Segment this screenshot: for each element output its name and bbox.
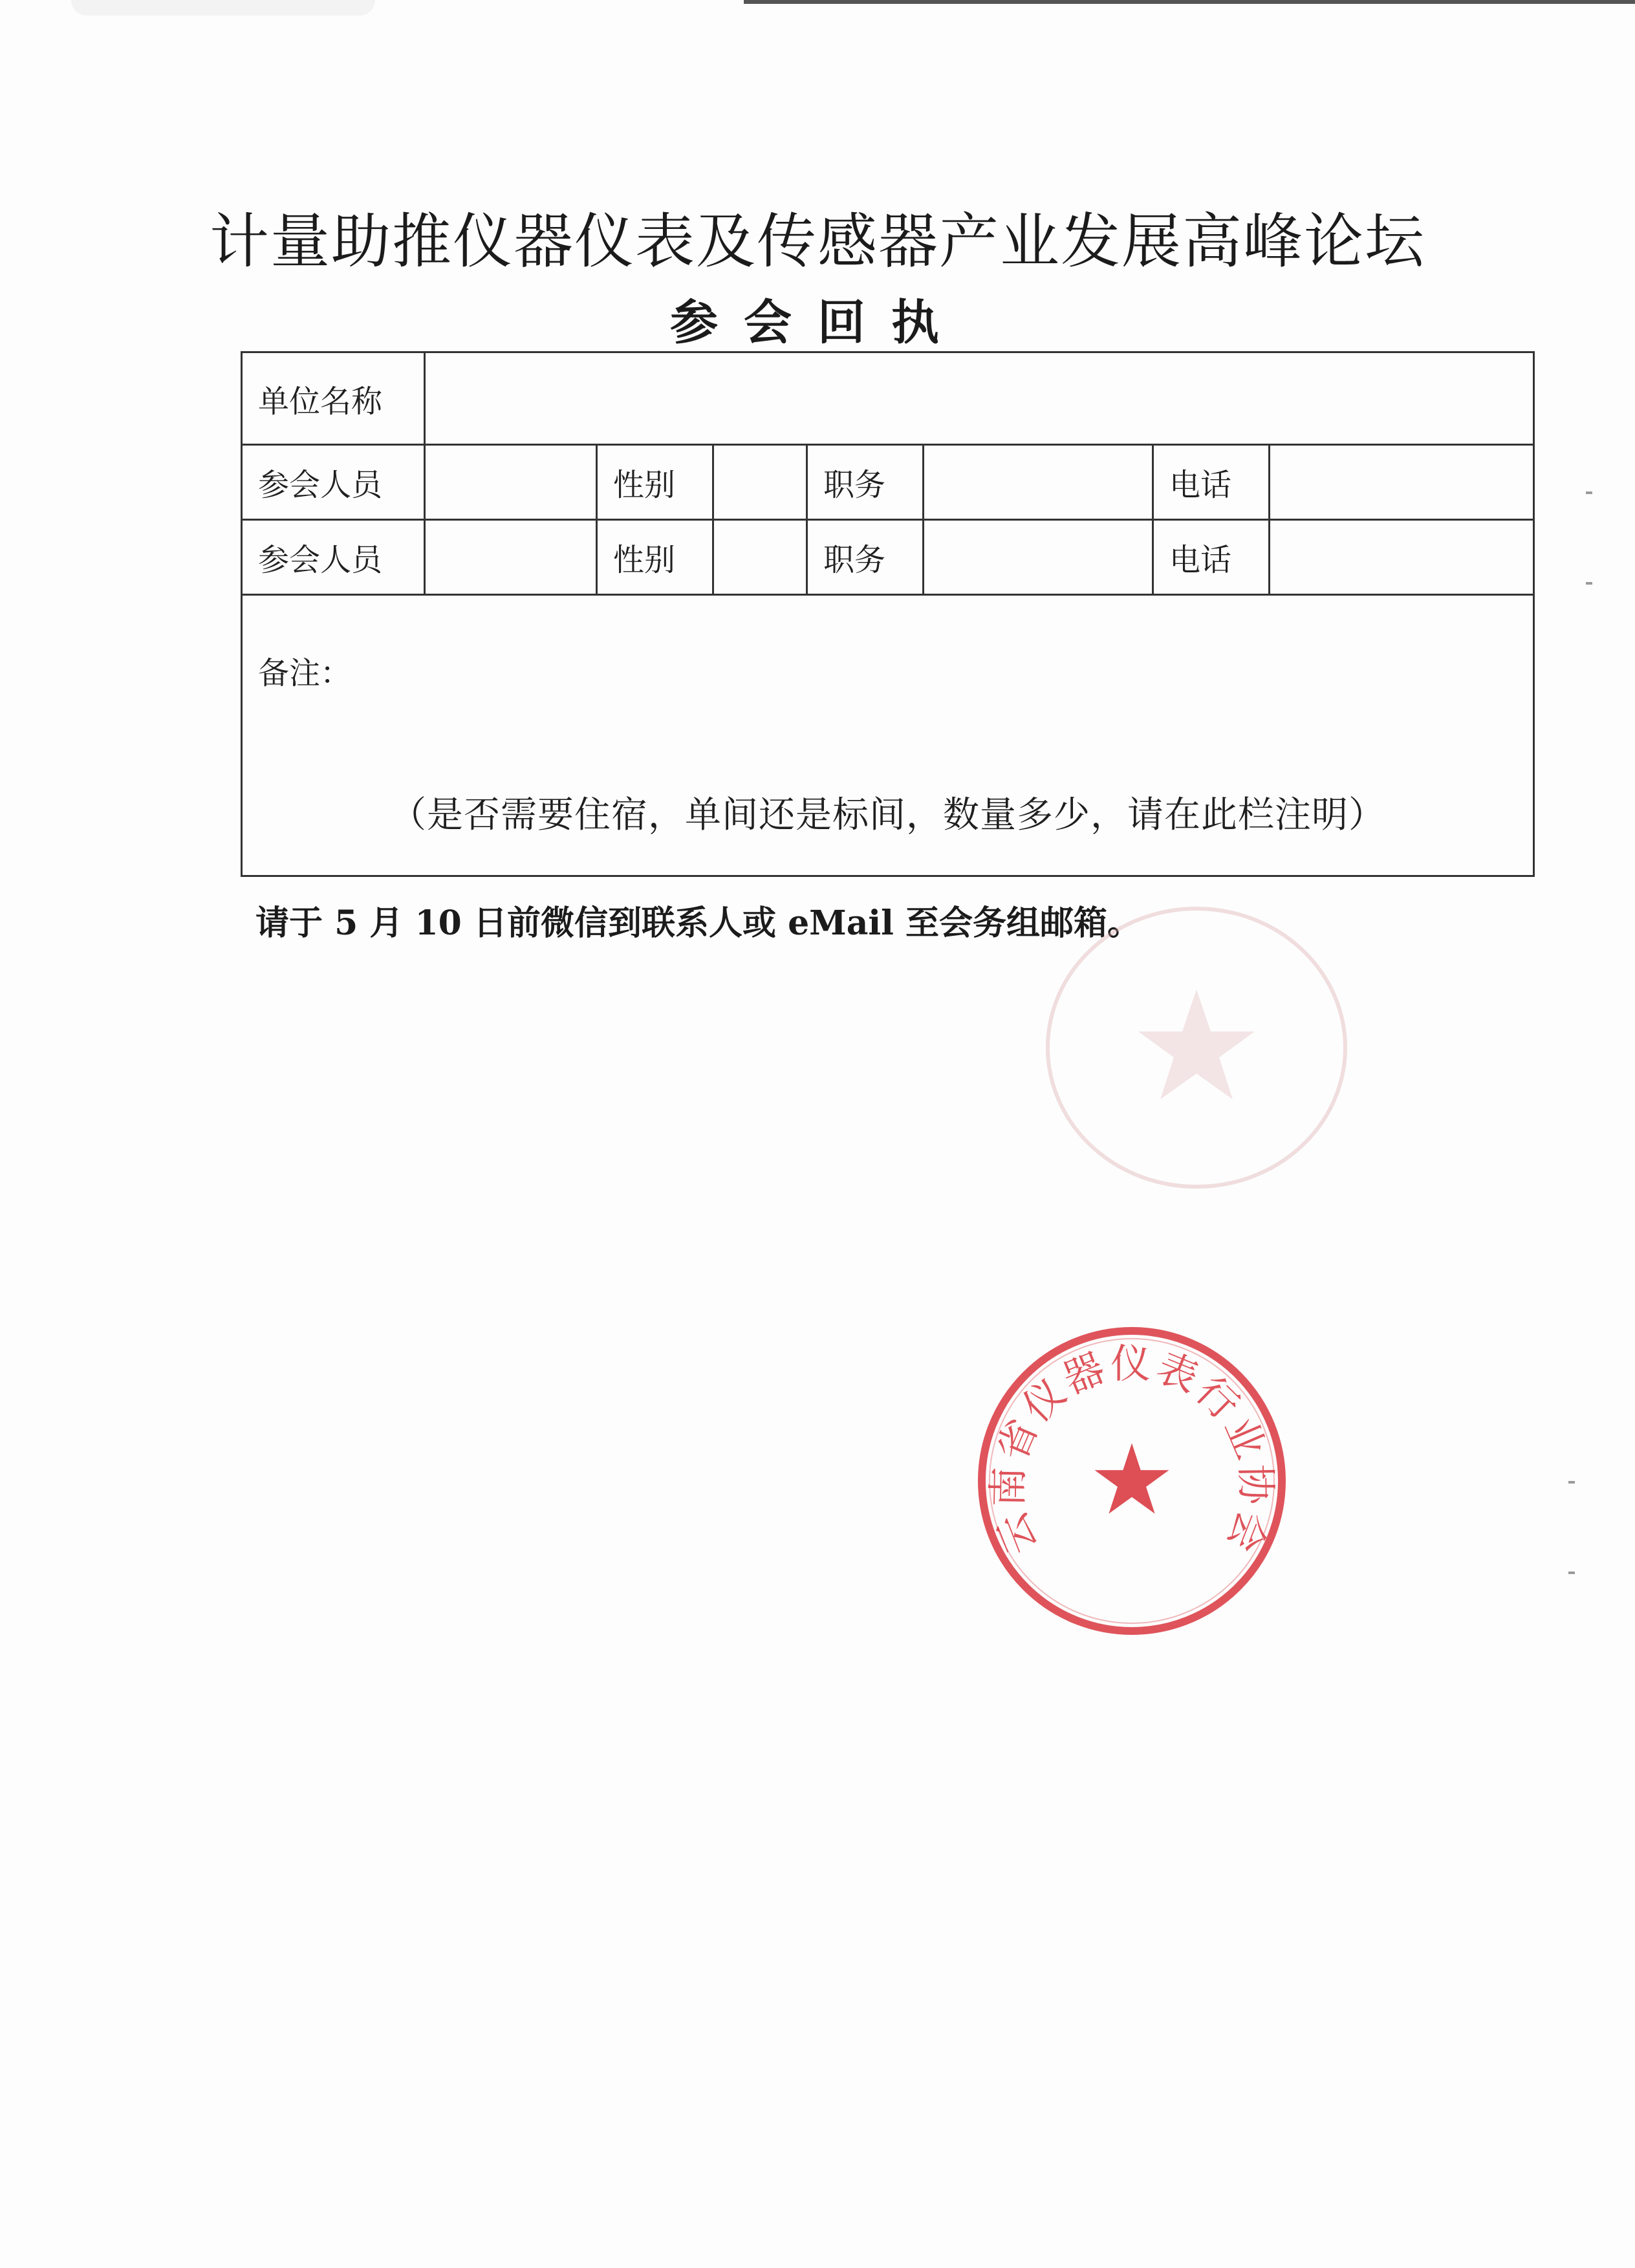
unit-name-field[interactable] — [425, 352, 1534, 445]
scan-mark — [1586, 491, 1592, 494]
registration-form-table — [241, 351, 1535, 877]
gender-label: 性别 — [597, 445, 713, 520]
attendee-label: 参会人员 — [242, 445, 425, 520]
official-seal-image — [970, 1319, 1294, 1643]
position-label: 职务 — [807, 520, 924, 595]
seal-star-icon: ★ — [1088, 1424, 1176, 1537]
attendee-label: 参会人员 — [242, 520, 425, 595]
submission-note: 请于 5 月 10 日前微信到联系人或 eMail 至会务组邮箱。 — [255, 903, 1142, 943]
document-title: 计量助推仪器仪表及传感器产业发展高峰论坛 — [209, 207, 1425, 276]
form-row-attendee-1 — [242, 445, 1534, 520]
scan-edge — [744, 0, 1635, 4]
gender-label: 性别 — [597, 520, 713, 595]
scan-mark — [1568, 1481, 1575, 1484]
attendee-name-field[interactable] — [425, 445, 597, 520]
attendee-name-field[interactable] — [425, 520, 597, 595]
notes-field[interactable] — [242, 595, 1534, 876]
form-row-attendee-2 — [242, 520, 1534, 595]
form-row-unit — [242, 352, 1534, 445]
gender-field[interactable] — [713, 445, 807, 520]
scan-edge-shadow — [71, 0, 375, 16]
gender-field[interactable] — [713, 520, 807, 595]
position-label: 职务 — [807, 445, 924, 520]
scan-mark — [1568, 1571, 1575, 1574]
position-field[interactable] — [924, 445, 1153, 520]
notes-label: 备注： — [258, 655, 352, 691]
notes-hint: （是否需要住宿，单间还是标间，数量多少，请在此栏注明） — [390, 794, 1386, 836]
phone-field[interactable] — [1270, 520, 1534, 595]
phone-label: 电话 — [1153, 520, 1270, 595]
phone-label: 电话 — [1153, 445, 1270, 520]
seal-text: 云南省仪器仪表行业协会 — [984, 1340, 1280, 1561]
form-row-notes — [242, 595, 1534, 876]
document-subtitle: 参会回执 — [670, 295, 965, 351]
phone-field[interactable] — [1270, 445, 1534, 520]
unit-name-label: 单位名称 — [242, 352, 425, 445]
position-field[interactable] — [924, 520, 1153, 595]
faint-seal-image — [1028, 892, 1365, 1203]
scan-mark — [1586, 582, 1592, 585]
